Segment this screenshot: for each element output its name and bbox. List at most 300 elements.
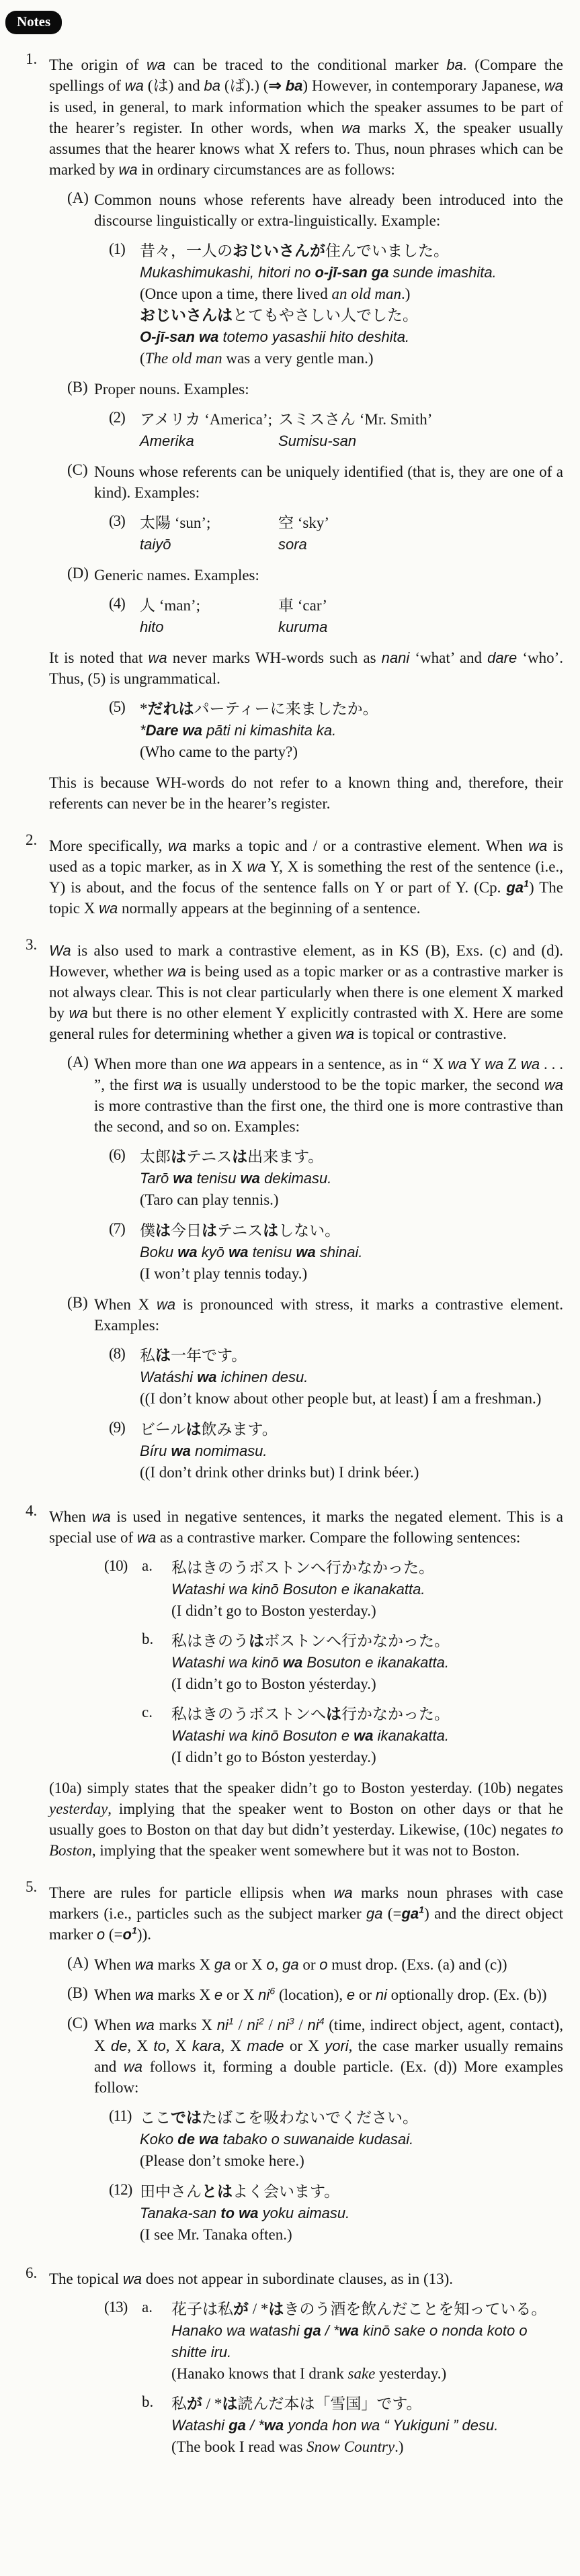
example-body [171, 2299, 563, 2385]
japanese-line [140, 698, 563, 720]
text-run: e [214, 1986, 223, 2003]
text-run: (Hanako knows that I drank [171, 2365, 348, 2382]
japanese-line [140, 305, 563, 326]
romaji-line [140, 1367, 563, 1388]
text-run: 昔々，一人の [140, 242, 233, 260]
text-run: 人 [140, 597, 155, 614]
romaji-line [171, 1725, 563, 1747]
romaji-line [171, 2320, 563, 2363]
text-run: , X [220, 2037, 247, 2054]
text-run: ‘man’; [155, 597, 201, 614]
text-run: appears in a sentence, as in “ X [246, 1056, 448, 1072]
text-run: Bosuton e ikanakatta. [302, 1654, 449, 1671]
example-body [140, 240, 563, 369]
lettered-sub-item [67, 461, 563, 503]
text-run: wa [134, 1986, 154, 2003]
text-run: Watashi wa kinō Bosuton e [171, 1727, 354, 1744]
text-run: Common nouns whose referents have already been introduced into the discourse linguistically or extra-linguistically. Example: [94, 191, 563, 229]
text-run: ビ́ール [140, 1421, 186, 1438]
japanese-line [140, 2107, 563, 2129]
text-run: Mukashimukashi, hitori no [140, 264, 315, 281]
japanese-line [140, 2181, 563, 2203]
text-run: More specifically, [49, 837, 168, 854]
romaji-line [171, 1579, 563, 1600]
text-run: The old man [144, 350, 222, 367]
text-run: or [355, 1986, 376, 2003]
text-run: 4 [319, 2016, 325, 2027]
text-run: は [185, 1421, 202, 1438]
example-number: (13) [104, 2299, 128, 2315]
text-run: 車 [278, 597, 294, 614]
notes-badge: Notes [5, 11, 62, 34]
paragraph [49, 940, 563, 1044]
text-run: wa [339, 2322, 359, 2339]
example-body [140, 409, 563, 452]
lettered-example-group [104, 2299, 563, 2458]
text-run: ( [143, 77, 153, 94]
text-run: to Boston [49, 1821, 563, 1859]
text-run: tenisu [192, 1170, 241, 1187]
text-run: in ordinary circumstances are as follows: [137, 161, 395, 178]
text-run: wa [163, 1076, 182, 1093]
example-body [171, 1704, 563, 1768]
text-run: wa [123, 2058, 143, 2075]
example-body [140, 698, 563, 763]
text-run: marks X [153, 1956, 214, 1973]
sub-item-text [94, 379, 563, 400]
text-run: Proper nouns. Examples: [94, 381, 249, 398]
text-run: o-jī-san ga [315, 264, 389, 281]
text-run: ‘what’ and [409, 649, 488, 666]
lettered-example [104, 1704, 563, 1768]
text-run: ば [229, 77, 245, 95]
text-run: ga [282, 1956, 299, 1973]
text-run: , the case marker usually remains and [94, 2037, 563, 2075]
translation-line [140, 2224, 563, 2246]
text-run: wa [521, 1056, 540, 1072]
text-run: ga [506, 879, 524, 896]
note-body [49, 831, 563, 927]
text-run: ⇒ [268, 77, 282, 94]
text-run: optionally drop. (Ex. (b)) [386, 1986, 547, 2003]
romaji-line [278, 616, 563, 638]
text-run: / * [245, 2417, 264, 2434]
text-run: sora [278, 536, 307, 553]
japanese-line [140, 409, 278, 430]
romaji-line [140, 1242, 563, 1263]
text-run: Wa [49, 942, 71, 959]
text-run: O-jī-san wa [140, 328, 219, 345]
text-run: (The book I read was [171, 2438, 307, 2455]
text-run: wa [333, 1884, 353, 1901]
text-run: Bíru [140, 1442, 171, 1459]
text-run: . . . ”, the first [94, 1056, 563, 1093]
text-run: 私はきのう [171, 1632, 249, 1650]
lettered-sub-item [67, 2015, 563, 2098]
text-run: ni [307, 2017, 319, 2033]
lettered-sub-item [67, 1294, 563, 1336]
romaji-line [140, 2129, 563, 2150]
text-run: to wa [220, 2205, 259, 2221]
text-run: does not appear in subordinate clauses, as in (13). [141, 2270, 454, 2287]
paragraph [49, 835, 563, 919]
text-run: ここ [140, 2109, 171, 2127]
text-run: wa [91, 1508, 111, 1525]
sub-item-text [94, 1984, 563, 2005]
example-number: (12) [109, 2181, 132, 2198]
translation-line [171, 1673, 563, 1695]
text-run: wa [448, 1056, 467, 1072]
text-run: or X [231, 1956, 267, 1973]
example-body [171, 1557, 563, 1622]
sub-item-label: (B) [67, 1984, 88, 2001]
text-run: ga [229, 2417, 246, 2434]
text-run: was a very gentle man.) [222, 350, 374, 367]
text-run: たばこを吸わないでください。 [202, 2109, 418, 2127]
text-run: 私はきのうボストンへ [171, 1706, 326, 1723]
note-body [49, 936, 563, 1493]
text-run: ) However, in contemporary Japanese, [302, 77, 544, 94]
romaji-line [140, 430, 278, 452]
text-run: Koko [140, 2131, 178, 2148]
text-run: When more than one [94, 1056, 228, 1072]
text-run: , implying that the speaker went to Boston on other days or that he usually goes to Boston on that day but didn’t yesterday. Likewise, (10c) negates [49, 1800, 563, 1838]
example-letter: a. [142, 2299, 153, 2315]
paragraph [49, 647, 563, 689]
text-run: or X [284, 2037, 325, 2054]
japanese-line [171, 2393, 563, 2415]
text-run: Boku [140, 1244, 178, 1260]
text-run: ( [220, 77, 230, 94]
text-run: アメリカ [140, 411, 201, 428]
text-run: is more contrastive than the first one, the third one is more contrastive than the second, and so on. Examples: [94, 1097, 563, 1135]
sub-item-label: (A) [67, 1954, 89, 1971]
text-run: (10a) simply states that the speaker didn’t go to Boston yesterday. (10b) negates [49, 1780, 563, 1796]
text-run: de [110, 2037, 128, 2054]
text-run: wa [354, 1727, 374, 1744]
example-letter: b. [142, 2393, 154, 2410]
text-run: ga [214, 1956, 231, 1973]
example-body [140, 1345, 563, 1410]
example-number: (4) [109, 595, 125, 612]
translation-line [171, 1747, 563, 1768]
text-run: It is noted that [49, 649, 149, 666]
text-run: ) The topic X [49, 879, 563, 917]
text-run: , implying that the speaker went somewhere but it was not to Boston. [91, 1842, 520, 1859]
text-run: yoku aimasu. [258, 2205, 350, 2221]
text-run: 1 [131, 1925, 137, 1937]
text-run: は [326, 1706, 341, 1723]
text-run: wa [544, 77, 563, 94]
text-run: (Once upon a time, there lived [140, 285, 332, 302]
example [109, 1419, 563, 1483]
text-run: e [346, 1986, 356, 2003]
example [109, 240, 563, 369]
text-run: o [266, 1956, 275, 1973]
example-column [140, 595, 278, 638]
example-number: (5) [109, 698, 125, 715]
text-run: は [222, 2395, 238, 2413]
note-item-4 [26, 1502, 563, 1869]
text-run: Y, X is something the rest of the sentence (i.e., Y) is about, and the focus of the sentence falls on Y or part of Y. (Cp. [49, 858, 563, 896]
text-run: (= [382, 1905, 402, 1922]
text-run: to [153, 2037, 166, 2054]
text-run: ‘Mr. Smith’ [356, 411, 433, 428]
text-run: 出来ます。 [247, 1148, 324, 1166]
example-number: (9) [109, 1419, 125, 1436]
text-run: おじいさんが [233, 242, 325, 260]
sub-item-label: (B) [67, 1294, 88, 1311]
text-run: / * [321, 2322, 339, 2339]
sub-item-text [94, 461, 563, 503]
japanese-line [140, 512, 278, 534]
text-run: as a contrastive marker. Compare the following sentences: [156, 1529, 521, 1546]
text-run: yori [325, 2037, 349, 2054]
text-run: wa [134, 1956, 154, 1973]
text-run: wa [171, 1442, 191, 1459]
note-number: 6. [26, 2264, 38, 2281]
text-run: Amerika [140, 432, 194, 449]
text-run: When [94, 1986, 135, 2003]
text-run: (Who came to the party?) [140, 743, 298, 760]
text-run: 僕 [140, 1222, 155, 1240]
text-run: ((I don’t drink other drinks but) I drink béer.) [140, 1464, 419, 1481]
text-run: marks X, the speaker usually assumes that the hearer knows what X refers to. Thus, noun phrases which can be marked by [49, 120, 563, 178]
text-run: 太郎 [140, 1148, 171, 1166]
notes-section [26, 50, 563, 2467]
lettered-example [104, 2299, 563, 2385]
text-run: yonda hon wa “ Yukiguni ” desu. [284, 2417, 499, 2434]
example-number: (3) [109, 512, 125, 529]
text-run: ba [204, 77, 220, 94]
text-run: is used as a topic marker, as in X [49, 837, 563, 875]
romaji-line [140, 2203, 563, 2224]
text-run: When [94, 1956, 135, 1973]
romaji-line [140, 534, 278, 555]
text-run: Watáshi [140, 1369, 198, 1385]
text-run: follows it, forming a double particle. (Ex. (d)) More examples follow: [94, 2058, 563, 2096]
note-body [49, 50, 563, 822]
example-number [104, 1630, 142, 1695]
text-run: ba [446, 56, 463, 73]
text-run: ni [216, 2017, 229, 2033]
text-run: Tanaka-san [140, 2205, 221, 2221]
text-run: wa [335, 1025, 355, 1042]
text-run: ‘car’ [294, 597, 327, 614]
lettered-example [104, 2393, 563, 2458]
sub-item-text [94, 189, 563, 231]
text-run: wa [124, 77, 144, 94]
text-run: / * [249, 2301, 269, 2317]
example-letter: c. [142, 1704, 153, 1720]
text-run: は [202, 1222, 217, 1240]
text-run: shinai. [315, 1244, 363, 1260]
lettered-sub-item [67, 1054, 563, 1137]
text-run: wa [282, 1654, 303, 1671]
example-letter: a. [142, 1557, 153, 1574]
text-run: ga [401, 1905, 419, 1922]
sub-item-label: (D) [67, 565, 89, 582]
example-column [140, 512, 278, 555]
example-number: (7) [109, 1220, 125, 1237]
romaji-line [140, 326, 563, 348]
text-run: normally appears at the beginning of a sentence. [118, 900, 421, 917]
text-run: では [171, 2109, 202, 2127]
text-run: (location), [275, 1986, 347, 2003]
text-run: 私 [171, 2395, 187, 2413]
lettered-sub-item [67, 565, 563, 586]
text-run: / [294, 2017, 308, 2033]
text-run: is also used to mark a contrastive element, as in KS (B), Exs. (c) and (d). However, whether [49, 942, 563, 980]
text-run: is being used as a topic marker or as a contrastive marker is not always clear. This is not clear particularly when there is one element X marked by [49, 963, 563, 1021]
romaji-line [140, 1168, 563, 1189]
example-two-column [109, 409, 563, 452]
text-run: wa [341, 120, 361, 136]
text-run: marks noun phrases with case markers (i.e., particles such as the subject marker [49, 1884, 563, 1922]
text-run: sake [347, 2365, 376, 2382]
text-run: or X [222, 1986, 259, 2003]
text-run: wa [99, 900, 118, 917]
text-run: The origin of [49, 56, 147, 73]
text-run: but there is no other element Y explicitly contrasted with X. Here are some general rules for determining whether a given [49, 1005, 563, 1042]
text-run: は [249, 1632, 264, 1650]
romaji-line [278, 430, 563, 452]
text-run: Watashi wa kinō Bosuton e ikanakatta. [171, 1581, 425, 1598]
note-number: 1. [26, 50, 38, 67]
text-run: taiyō [140, 536, 171, 553]
text-run: wa [135, 2017, 155, 2033]
text-run: (I didn’t go to Bóston yesterday.) [171, 1749, 376, 1765]
text-run: 読んだ本は「雪国」です。 [237, 2395, 422, 2413]
example-two-column [109, 512, 563, 555]
romaji-line [140, 616, 278, 638]
paragraph [49, 2268, 563, 2289]
text-run: とは [202, 2183, 233, 2201]
text-run: wa [240, 1170, 260, 1187]
example-number: (2) [109, 409, 125, 426]
romaji-line [171, 1652, 563, 1673]
text-run: can be traced to the conditional marker [165, 56, 447, 73]
text-run: is used in negative sentences, it marks the negated element. This is a special use of [49, 1508, 563, 1546]
text-run: hito [140, 618, 164, 635]
text-run: nomimasu. [190, 1442, 267, 1459]
text-run: .) [401, 285, 411, 302]
example-column [278, 409, 563, 452]
japanese-line [278, 595, 563, 616]
paragraph [49, 1506, 563, 1548]
example-column [278, 512, 563, 555]
text-run: (I didn’t go to Boston yesterday.) [171, 1602, 376, 1619]
example-body [140, 2181, 563, 2246]
text-run: Nouns whose referents can be uniquely identified (that is, they are one of a kind). Examples: [94, 463, 563, 501]
text-run: は [232, 1148, 248, 1166]
text-run: wa [229, 1244, 249, 1260]
text-run: . (Compare the spellings of [49, 56, 563, 94]
note-item-6 [26, 2264, 563, 2467]
text-run: totemo yasashii hito deshita. [218, 328, 410, 345]
text-run: is used, in general, to mark information which the speaker assumes to be part of the hearer’s register. In other words, when [49, 99, 563, 136]
text-run: きのう酒を飲んだことを知っている。 [284, 2301, 547, 2318]
text-run: 1 [228, 2016, 234, 2027]
text-run: は [155, 1347, 171, 1365]
text-run: 3 [288, 2016, 294, 2027]
sub-item-text [94, 1294, 563, 1336]
text-run: ichinen desu. [216, 1369, 308, 1385]
text-run: だれは [147, 700, 194, 718]
lettered-sub-item [67, 379, 563, 400]
text-run: wa [247, 858, 266, 875]
text-run: ) and the direct object marker [49, 1905, 563, 1943]
example-number: (6) [109, 1146, 125, 1163]
translation-line [140, 2150, 563, 2172]
text-run: wa [296, 1244, 316, 1260]
romaji-line [140, 262, 563, 283]
text-run: テニス [186, 1148, 233, 1166]
text-run: or [298, 1956, 320, 1973]
text-run: スミスさん [278, 411, 356, 428]
text-run: de wa [177, 2131, 219, 2148]
text-run: 1 [419, 1904, 425, 1916]
text-run: 2 [258, 2016, 264, 2027]
text-run: Y [466, 1056, 485, 1072]
text-run: 行かなかった。 [341, 1706, 450, 1723]
text-run: 空 [278, 514, 294, 532]
text-run: Watashi wa kinō [171, 1654, 283, 1671]
example-two-column [109, 595, 563, 638]
example-body [140, 1220, 563, 1285]
text-run: 花子は私 [171, 2301, 233, 2318]
text-run: Sumisu-san [278, 432, 357, 449]
text-run: There are rules for particle ellipsis when [49, 1884, 334, 1901]
text-run: wa [528, 837, 548, 854]
text-run: kuruma [278, 618, 328, 635]
example-body [140, 512, 563, 555]
text-run: ga [366, 1905, 383, 1922]
text-run: (I didn’t go to Boston yésterday.) [171, 1675, 376, 1692]
sub-item-text [94, 2015, 563, 2098]
text-run: とてもやさしい人でした。 [233, 307, 418, 324]
text-run: wa [167, 837, 188, 854]
text-run: よく会います。 [233, 2183, 340, 2201]
example-number: (11) [109, 2107, 132, 2124]
text-run: When [49, 1508, 92, 1525]
text-run: 今日 [171, 1222, 202, 1240]
text-run: ni [375, 1986, 387, 2003]
text-run: 住んでいました。 [325, 242, 449, 260]
text-run: wa [122, 2270, 142, 2287]
text-run: is usually understood to be the topic marker, the second [181, 1076, 544, 1093]
text-run: 太陽 [140, 514, 171, 532]
text-run: が [233, 2301, 249, 2318]
example-number: (10) [104, 1557, 128, 1574]
romaji-line [278, 534, 563, 555]
text-run: / [233, 2017, 247, 2033]
example [109, 2107, 563, 2172]
paragraph [49, 772, 563, 814]
sub-item-label: (A) [67, 189, 89, 206]
text-run: ga [303, 2322, 321, 2339]
text-run: が [187, 2395, 202, 2413]
text-run: Snow Country [306, 2438, 395, 2455]
example-number [104, 1704, 142, 1768]
japanese-line [171, 1630, 563, 1652]
text-run: wa [544, 1076, 563, 1093]
japanese-line [140, 1419, 563, 1440]
note-number: 3. [26, 936, 38, 953]
text-run: , [274, 1956, 283, 1973]
japanese-line [140, 1220, 563, 1242]
translation-line [140, 1462, 563, 1483]
